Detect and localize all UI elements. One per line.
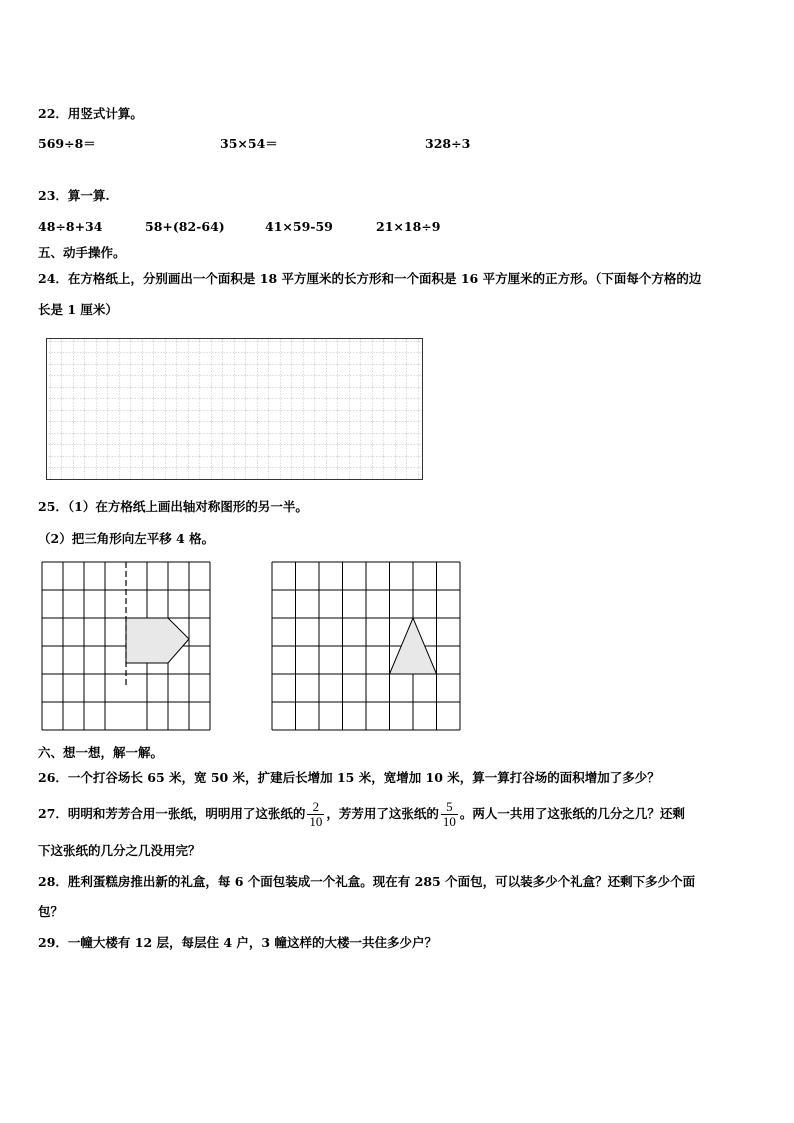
q23-item-3: 41×59-59 xyxy=(265,219,333,234)
q27-text-before: 27．明明和芳芳合用一张纸，明明用了这张纸的 xyxy=(38,806,306,821)
q23-item-4: 21×18÷9 xyxy=(376,219,441,234)
fraction-five-tenths: $\frac{5}{10}$ xyxy=(442,799,456,829)
q25-part-1: 25．（1）在方格纸上画出轴对称图形的另一半。 xyxy=(38,499,308,514)
q27-text-middle: ，芳芳用了这张纸的 xyxy=(326,806,439,821)
q24-grid-paper xyxy=(46,338,424,481)
q26-text: 26．一个打谷场长 65 米，宽 50 米，扩建后长增加 15 米，宽增加 10 米，算一算打谷场的面积增加了多少？ xyxy=(38,770,660,785)
q25-translation-grid xyxy=(271,561,462,731)
q28-line-2: 包？ xyxy=(38,904,64,919)
section-5-heading: 五、动手操作。 xyxy=(38,245,126,260)
section-6-heading: 六、想一想，解一解。 xyxy=(38,745,164,760)
half-shape xyxy=(126,618,189,663)
q27-line-2: 下这张纸的几分之几没用完？ xyxy=(38,843,201,858)
q25-part-2: （2）把三角形向左平移 4 格。 xyxy=(38,531,215,546)
q22-item-1: 569÷8＝ xyxy=(38,136,96,151)
q24-line-1: 24．在方格纸上，分别画出一个面积是 18 平方厘米的长方形和一个面积是 16 平方厘米的正方形。（下面每个方格的边 xyxy=(38,271,702,286)
q29-text: 29．一幢大楼有 12 层，每层住 4 户，3 幢这样的大楼一共住多少户？ xyxy=(38,935,437,950)
q22-item-3: 328÷3 xyxy=(425,136,471,151)
q27-line-1 xyxy=(38,798,685,830)
q23-item-2: 58+(82-64) xyxy=(145,219,225,234)
q23-title: 23．算一算. xyxy=(38,188,110,203)
q22-item-2: 35×54＝ xyxy=(220,136,278,151)
q24-line-2: 长是 1 厘米） xyxy=(38,302,118,317)
q27-text-after: 。两人一共用了这张纸的几分之几？还剩 xyxy=(459,806,685,821)
q23-item-1: 48÷8+34 xyxy=(38,219,103,234)
q25-symmetry-grid xyxy=(41,561,213,731)
q22-title: 22．用竖式计算。 xyxy=(38,106,143,121)
fraction-two-tenths: $\frac{2}{10}$ xyxy=(309,799,323,829)
q28-line-1: 28．胜利蛋糕房推出新的礼盒，每 6 个面包装成一个礼盒。现在有 285 个面包，可以装多少个礼盒？还剩下多少个面 xyxy=(38,874,696,889)
